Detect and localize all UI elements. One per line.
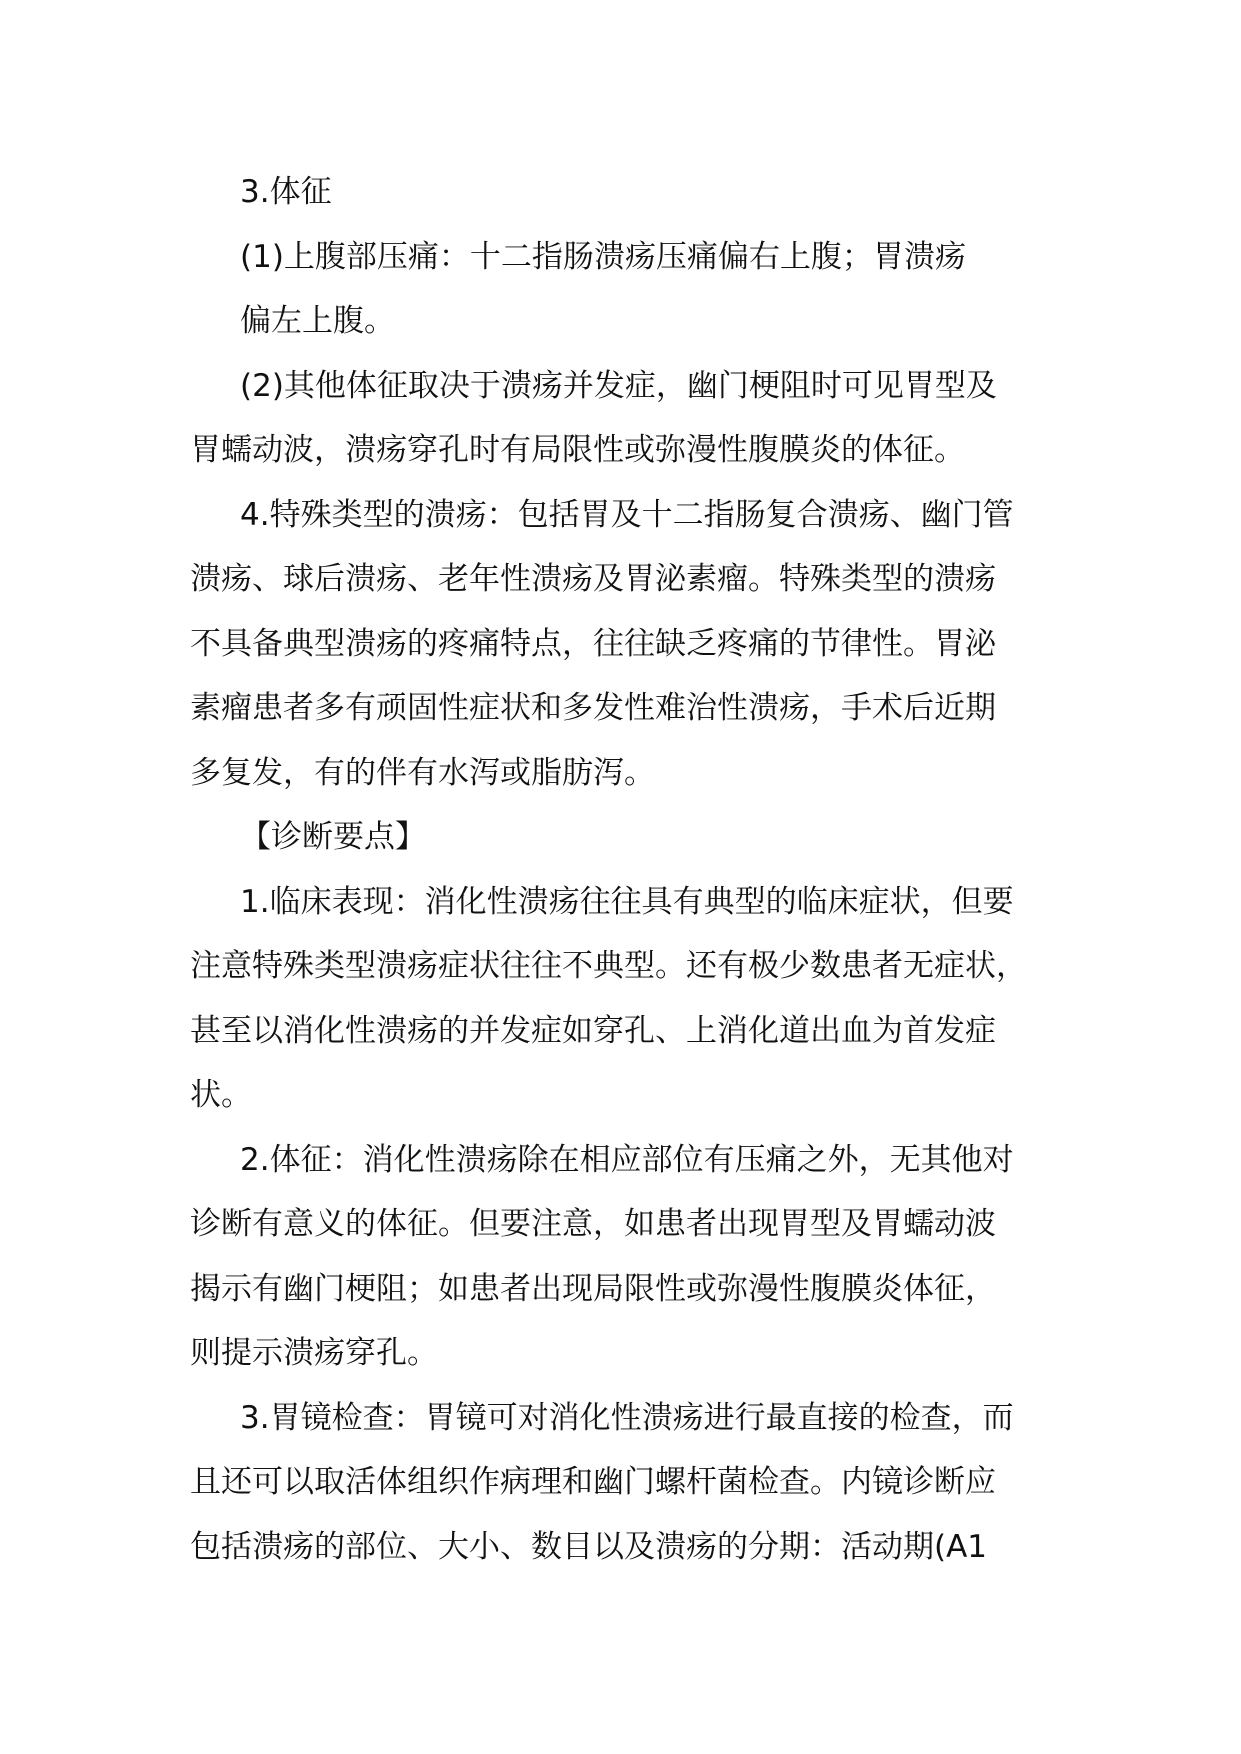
paragraph-line: (1)上腹部压痛：十二指肠溃疡压痛偏右上腹；胃溃疡 bbox=[240, 238, 966, 275]
paragraph-line: (2)其他体征取决于溃疡并发症，幽门梗阻时可见胃型及 bbox=[240, 367, 997, 404]
paragraph-line: 3.胃镜检查：胃镜可对消化性溃疡进行最直接的检查，而 bbox=[240, 1399, 1014, 1436]
document-body bbox=[190, 160, 1070, 1579]
paragraph-line: 不具备典型溃疡的疼痛特点，往往缺乏疼痛的节律性。胃泌 bbox=[190, 625, 996, 662]
paragraph-line: 状。 bbox=[190, 1077, 252, 1113]
paragraph-line: 揭示有幽门梗阻；如患者出现局限性或弥漫性腹膜炎体征， bbox=[190, 1270, 996, 1307]
section-heading-diagnosis: 【诊断要点】 bbox=[240, 819, 426, 855]
paragraph-line: 甚至以消化性溃疡的并发症如穿孔、上消化道出血为首发症 bbox=[190, 1012, 996, 1049]
paragraph-line: 胃蠕动波，溃疡穿孔时有局限性或弥漫性腹膜炎的体征。 bbox=[190, 432, 965, 468]
paragraph-line: 多复发，有的伴有水泻或脂肪泻。 bbox=[190, 754, 655, 791]
paragraph-line: 注意特殊类型溃疡症状往往不典型。还有极少数患者无症状， bbox=[190, 948, 1027, 984]
section-heading-signs: 3.体征 bbox=[240, 174, 332, 210]
paragraph-line: 2.体征：消化性溃疡除在相应部位有压痛之外，无其他对 bbox=[240, 1141, 1014, 1178]
paragraph-line: 1.临床表现：消化性溃疡往往具有典型的临床症状，但要 bbox=[240, 883, 1014, 920]
paragraph-line: 则提示溃疡穿孔。 bbox=[190, 1335, 438, 1371]
paragraph-line: 且还可以取活体组织作病理和幽门螺杆菌检查。内镜诊断应 bbox=[190, 1464, 996, 1500]
paragraph-line: 溃疡、球后溃疡、老年性溃疡及胃泌素瘤。特殊类型的溃疡 bbox=[190, 561, 996, 597]
paragraph-line: 诊断有意义的体征。但要注意，如患者出现胃型及胃蠕动波 bbox=[190, 1206, 996, 1242]
paragraph-line: 4.特殊类型的溃疡：包括胃及十二指肠复合溃疡、幽门管 bbox=[240, 496, 1014, 533]
paragraph-line: 偏左上腹。 bbox=[240, 303, 395, 339]
paragraph-line: 包括溃疡的部位、大小、数目以及溃疡的分期：活动期(A1 bbox=[190, 1528, 988, 1565]
paragraph-line: 素瘤患者多有顽固性症状和多发性难治性溃疡，手术后近期 bbox=[190, 690, 996, 726]
